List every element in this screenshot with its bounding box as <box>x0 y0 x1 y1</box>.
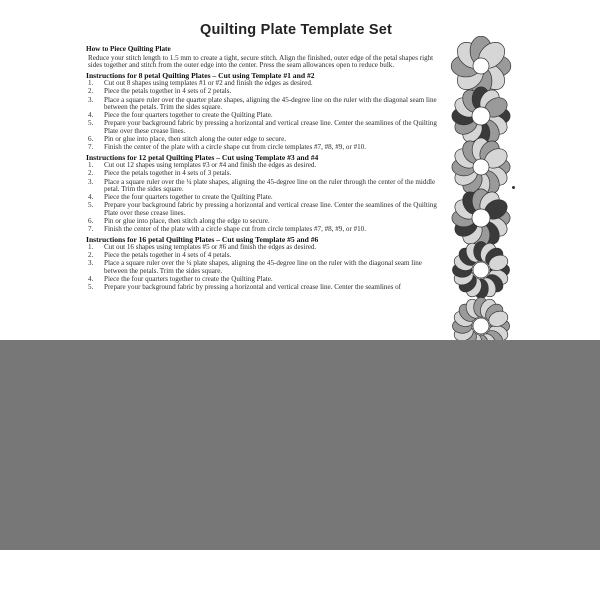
steps-list <box>78 162 443 233</box>
step-text: Piece the four quarters together to create the Quilting Plate. <box>104 275 273 284</box>
plate-center-circle <box>473 159 489 175</box>
step-text: Piece the petals together in 4 sets of 3 petals. <box>104 169 232 178</box>
plate-12-petal-icon-c <box>451 188 510 247</box>
step-text: Place a square ruler over the ¼ plate shapes, aligning the 45-degree line on the ruler through the center of the middle petal. Trim the sides square. <box>104 177 436 194</box>
step-number: 5. <box>88 201 94 210</box>
step-number: 6. <box>88 216 94 225</box>
plate-illustrations-svg <box>436 36 526 346</box>
step-text: Cut out 16 shapes using templates #5 or #6 and finish the edges as desired. <box>104 243 317 252</box>
step-number: 4. <box>88 275 94 284</box>
step-number: 7. <box>88 143 94 152</box>
section-heading: Instructions for 12 petal Quilting Plates – Cut using Template #3 and #4 <box>86 152 319 162</box>
step-number: 3. <box>88 259 94 268</box>
plate-center-circle <box>472 209 490 227</box>
step-number: 5. <box>88 283 94 292</box>
plate-center-circle <box>473 318 489 334</box>
speck-mark <box>512 186 515 189</box>
step-text: Place a square ruler over the quarter plate shapes, aligning the 45-degree line on the ruler with the diagonal seam line between the petals. Trim the sides square. <box>104 95 437 112</box>
gray-overlay-band <box>0 340 600 550</box>
step-item <box>78 202 443 217</box>
step-text: Cut out 12 shapes using templates #3 or #4 and finish the edges as desired. <box>104 161 317 170</box>
step-number: 1. <box>88 79 94 88</box>
plate-center-circle <box>472 107 490 125</box>
step-item <box>78 179 443 194</box>
step-number: 2. <box>88 87 94 96</box>
plate-12-petal-icon-a <box>451 86 510 145</box>
instructions-body <box>78 44 443 292</box>
step-number: 3. <box>88 95 94 104</box>
step-number: 4. <box>88 111 94 120</box>
section-12-petal <box>78 154 443 234</box>
step-text: Pin or glue into place, then stitch along the edge to secure. <box>104 216 270 225</box>
step-item <box>78 226 443 234</box>
step-number: 1. <box>88 161 94 170</box>
step-number: 5. <box>88 119 94 128</box>
section-heading: Instructions for 8 petal Quilting Plates – Cut using Template #1 and #2 <box>86 70 315 80</box>
step-text: Prepare your background fabric by pressing a horizontal and vertical crease line. Center the seamlines of <box>104 283 402 292</box>
step-text: Finish the center of the plate with a circle shape cut from circle templates #7, #8, #9, or #10. <box>104 225 366 234</box>
step-number: 2. <box>88 169 94 178</box>
step-text: Piece the petals together in 4 sets of 2 petals. <box>104 87 232 96</box>
page-title: Quilting Plate Template Set <box>200 22 393 38</box>
plate-illustrations <box>436 36 526 346</box>
section-heading: Instructions for 16 petal Quilting Plates – Cut using Template #5 and #6 <box>86 234 319 244</box>
step-item <box>78 97 443 112</box>
section-8-petal <box>78 72 443 152</box>
step-text: Prepare your background fabric by pressing a horizontal and vertical crease line. Center the seamlines of the Quilting Plate over these crease lines. <box>104 201 437 217</box>
plate-center-circle <box>473 262 489 278</box>
plate-center-circle <box>473 58 489 74</box>
step-number: 2. <box>88 251 94 260</box>
step-text: Prepare your background fabric by pressing a horizontal and vertical crease line. Center the seamlines of the Quilting Plate over these crease lines. <box>104 119 437 135</box>
step-text: Cut out 8 shapes using templates #1 or #2 and finish the edges as desired. <box>104 79 313 88</box>
plate-16-petal-icon-partial <box>452 297 510 346</box>
step-number: 6. <box>88 135 94 144</box>
steps-list <box>78 244 443 292</box>
step-text: Piece the petals together in 4 sets of 4 petals. <box>104 251 232 260</box>
step-item <box>78 120 443 135</box>
step-number: 1. <box>88 243 94 252</box>
section-16-petal <box>78 236 443 292</box>
step-text: Piece the four quarters together to create the Quilting Plate. <box>104 111 273 120</box>
step-item <box>78 144 443 152</box>
step-number: 7. <box>88 225 94 234</box>
step-text: Pin or glue into place, then stitch along the outer edge to secure. <box>104 135 287 144</box>
plate-16-petal-icon <box>452 241 510 299</box>
step-text: Place a square ruler over the ¼ plate shapes, aligning the 45-degree line on the ruler with the diagonal seam line between the petals. Trim the sides square. <box>104 259 422 276</box>
step-text: Finish the center of the plate with a circle shape cut from circle templates #7, #8, #9, or #10. <box>104 143 366 152</box>
plate-12-petal-icon-b <box>451 137 510 196</box>
step-text: Piece the four quarters together to create the Quilting Plate. <box>104 193 273 202</box>
steps-list <box>78 80 443 151</box>
how-to-heading: How to Piece Quilting Plate <box>86 45 171 53</box>
step-item <box>78 260 443 275</box>
step-number: 3. <box>88 177 94 186</box>
step-number: 4. <box>88 193 94 202</box>
step-item <box>78 284 443 292</box>
how-to-text: Reduce your stitch length to 1.5 mm to create a tight, secure stitch. Align the finished, outer edge of the petal shapes right sides together and stitch from the outer edge into the center. Press the seam allowances open to reduce bulk. <box>88 53 434 70</box>
